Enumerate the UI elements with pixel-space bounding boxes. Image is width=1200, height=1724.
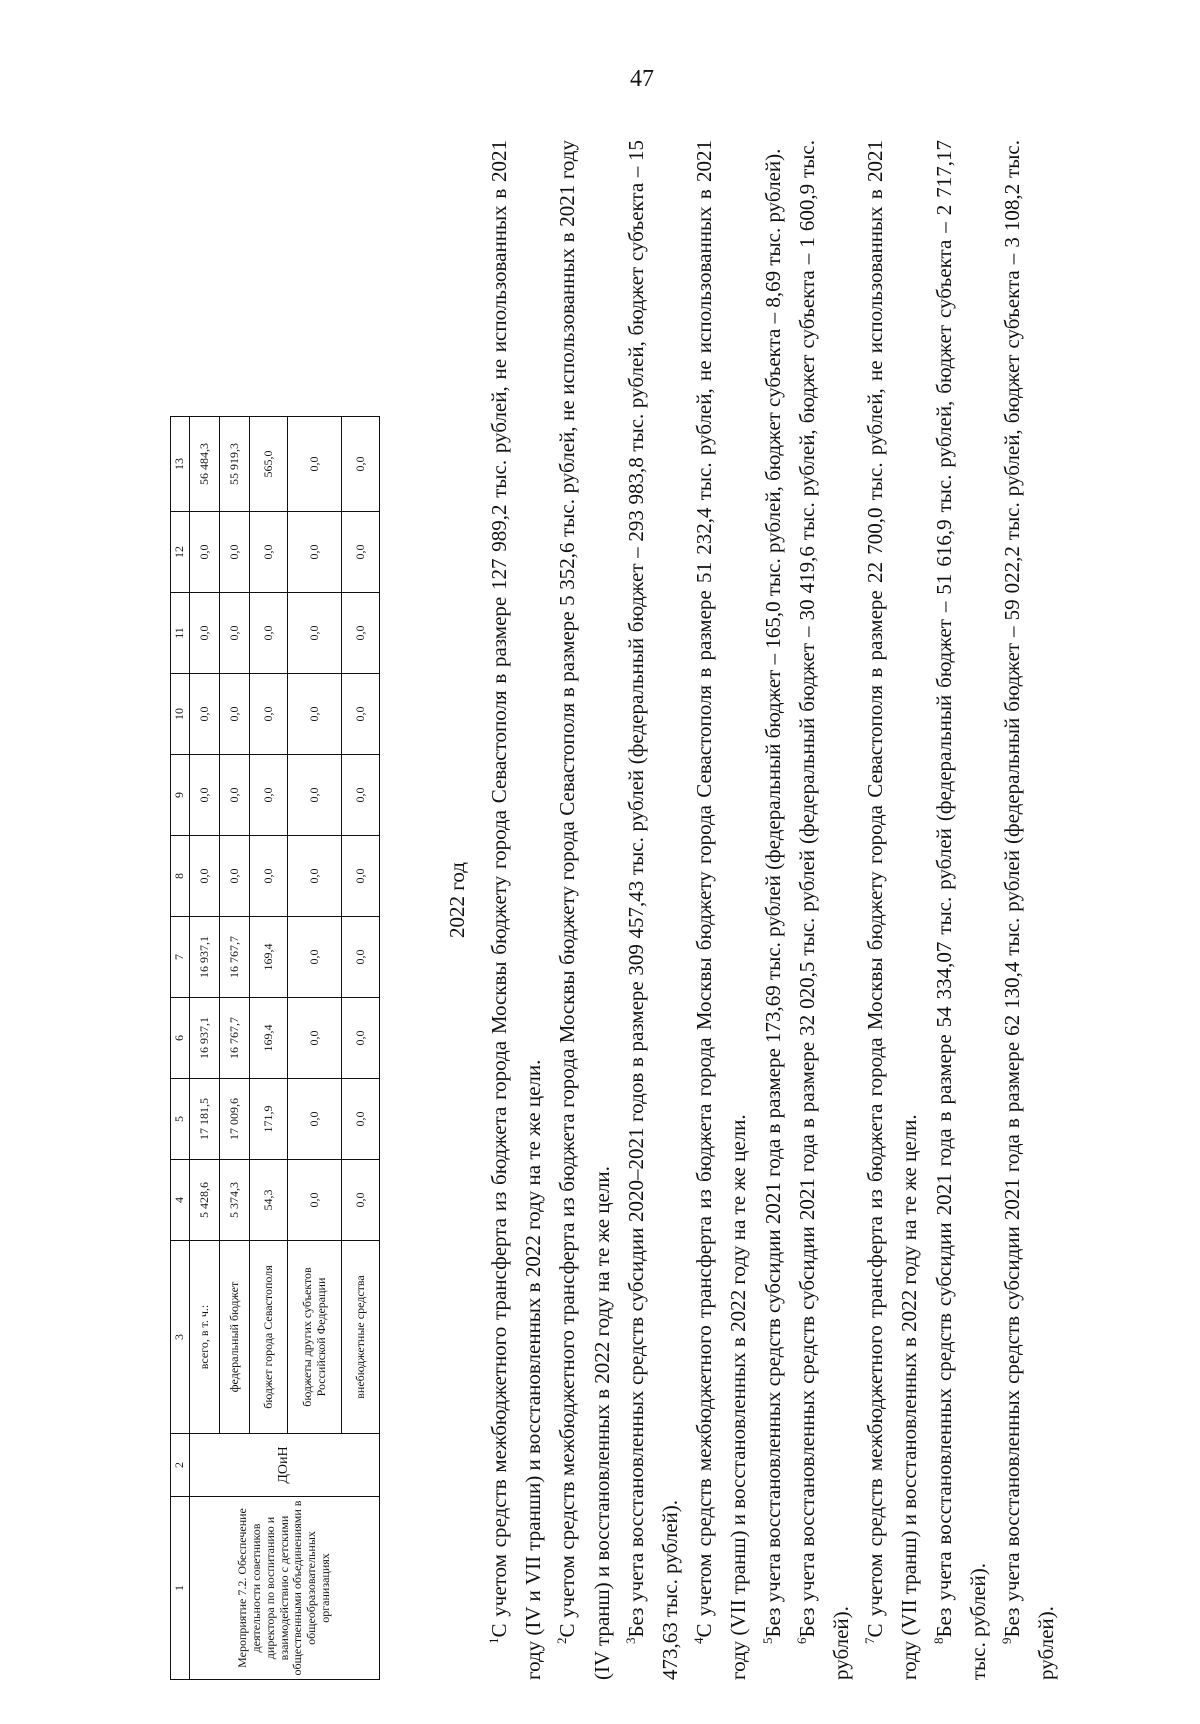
value-cell: 55 919,3 [220,417,250,512]
value-cell: 5 428,6 [190,1160,220,1241]
footnote-text: Без учета восстановленных средств субсидии 2020–2021 годов в размере 309 457,43 тыс. рублей (федеральный бюджет – 293 983,8 тыс. рублей, бюджет субъекта – 15 473,63 тыс. рублей). [623,140,683,1680]
value-cell: 0,0 [288,836,342,917]
header-cell: 6 [171,998,190,1079]
value-cell: 0,0 [220,512,250,593]
value-cell: 0,0 [250,755,288,836]
header-cell: 12 [171,512,190,593]
value-cell: 0,0 [342,417,380,512]
value-cell: 0,0 [288,417,342,512]
value-cell: 17 009,6 [220,1079,250,1160]
footnote-mark: 6 [793,1637,809,1644]
header-cell: 13 [171,417,190,512]
value-cell: 565,0 [250,417,288,512]
footnote-mark: 8 [930,1637,946,1644]
footnotes [482,140,1063,1680]
footnote-mark: 9 [999,1637,1015,1644]
footnote-text: С учетом средств межбюджетного трансферта из бюджета города Москвы бюджету города Севастополя в размере 127 989,2 тыс. рублей, не использованных в 2021 году (IV и VII транши) и восстановленных в 2022 году на те же цели. [487,140,546,1680]
value-cell: 0,0 [250,674,288,755]
footnote [995,140,1063,1680]
rotated-content [130,120,1130,1680]
executor-cell: ДОиН [190,1434,380,1497]
value-cell: 169,4 [250,917,288,998]
value-cell: 0,0 [342,593,380,674]
value-cell: 0,0 [250,593,288,674]
funding-table [170,416,380,1680]
footnote-mark: 2 [554,1637,570,1644]
value-cell: 54,3 [250,1160,288,1241]
footnote [790,140,858,1680]
footnote-text: Без учета восстановленных средств субсидии 2021 года в размере 32 020,5 тыс. рублей (федеральный бюджет – 30 419,6 тыс. рублей, бюджет субъекта – 1 600,9 тыс. рублей). [794,140,854,1680]
header-cell: 3 [171,1241,190,1434]
footnote [687,140,755,1680]
value-cell: 0,0 [220,755,250,836]
value-cell: 0,0 [342,755,380,836]
source-cell: бюджеты других субъектов Российской Федерации [288,1241,342,1434]
source-cell: всего, в т. ч.: [190,1241,220,1434]
value-cell: 0,0 [288,1160,342,1241]
header-cell: 10 [171,674,190,755]
footnote-text: С учетом средств межбюджетного трансферта из бюджета города Москвы бюджету города Севастополя в размере 51 232,4 тыс. рублей, не использованных в 2021 году (VII транш) и восстановленных в 2022 году на те же цели. [692,140,751,1680]
footnote-text: С учетом средств межбюджетного трансферта из бюджета города Москвы бюджету города Севастополя в размере 22 700,0 тыс. рублей, не использованных в 2021 году (VII транш) и восстановленных в 2022 году на те же цели. [863,140,922,1680]
table-header-row [171,417,190,1680]
value-cell: 171,9 [250,1079,288,1160]
year-heading: 2022 год [445,862,469,938]
value-cell: 0,0 [220,836,250,917]
value-cell: 5 374,3 [220,1160,250,1241]
value-cell: 0,0 [342,512,380,593]
event-cell: Мероприятие 7.2. Обеспечение деятельности советников директора по воспитанию и взаимодействию с детскими общественными объединениями в общеобразовательных организациях [190,1497,380,1680]
footnote-mark: 5 [759,1637,775,1644]
value-cell: 0,0 [288,1079,342,1160]
footnote-mark: 4 [691,1637,707,1644]
value-cell: 0,0 [342,836,380,917]
value-cell: 0,0 [342,674,380,755]
value-cell: 0,0 [288,674,342,755]
footnote [619,140,687,1680]
value-cell: 0,0 [342,1160,380,1241]
header-cell: 4 [171,1160,190,1241]
funding-table-wrap [170,416,380,1680]
footnote [858,140,926,1680]
value-cell: 169,4 [250,998,288,1079]
footnote-text: Без учета восстановленных средств субсидии 2021 года в размере 62 130,4 тыс. рублей (федеральный бюджет – 59 022,2 тыс. рублей, бюджет субъекта – 3 108,2 тыс. рублей). [1000,140,1059,1680]
value-cell: 0,0 [190,512,220,593]
footnote-mark: 1 [486,1637,501,1644]
footnote [927,140,995,1680]
footnote [482,140,550,1680]
header-cell: 1 [171,1497,190,1680]
footnote [550,140,618,1680]
value-cell: 0,0 [342,917,380,998]
value-cell: 0,0 [190,755,220,836]
source-cell: федеральный бюджет [220,1241,250,1434]
footnote [756,140,790,1680]
value-cell: 0,0 [342,1079,380,1160]
page-number: 47 [630,66,654,92]
value-cell: 16 767,7 [220,917,250,998]
value-cell: 0,0 [250,512,288,593]
source-cell: бюджет города Севастополя [250,1241,288,1434]
header-cell: 2 [171,1434,190,1497]
value-cell: 0,0 [288,917,342,998]
value-cell: 17 181,5 [190,1079,220,1160]
footnote-text: Без учета восстановленных средств субсидии 2021 года в размере 54 334,07 тыс. рублей (федеральный бюджет – 51 616,9 тыс. рублей, бюджет субъекта – 2 717,17 тыс. рублей). [931,140,990,1680]
value-cell: 0,0 [342,998,380,1079]
footnote-text: Без учета восстановленных средств субсидии 2021 года в размере 173,69 тыс. рублей (федеральный бюджет – 165,0 тыс. рублей, бюджет субъекта – 8,69 тыс. рублей). [760,148,785,1638]
table-row [190,417,220,1680]
value-cell: 0,0 [190,593,220,674]
footnote-mark: 7 [862,1637,878,1644]
footnote-text: С учетом средств межбюджетного трансферта из бюджета города Москвы бюджету города Севастополя в размере 5 352,6 тыс. рублей, не использованных в 2021 году (IV транш) и восстановленных в 2022 году на те же цели. [555,140,614,1680]
header-cell: 8 [171,836,190,917]
value-cell: 0,0 [220,674,250,755]
value-cell: 0,0 [288,512,342,593]
value-cell: 56 484,3 [190,417,220,512]
footnote-mark: 3 [622,1637,638,1644]
value-cell: 0,0 [288,755,342,836]
value-cell: 0,0 [288,998,342,1079]
header-cell: 9 [171,755,190,836]
value-cell: 0,0 [288,593,342,674]
value-cell: 0,0 [190,836,220,917]
header-cell: 7 [171,917,190,998]
value-cell: 0,0 [220,593,250,674]
source-cell: внебюджетные средства [342,1241,380,1434]
value-cell: 16 937,1 [190,998,220,1079]
header-cell: 11 [171,593,190,674]
header-cell: 5 [171,1079,190,1160]
value-cell: 16 767,7 [220,998,250,1079]
value-cell: 16 937,1 [190,917,220,998]
value-cell: 0,0 [190,674,220,755]
value-cell: 0,0 [250,836,288,917]
